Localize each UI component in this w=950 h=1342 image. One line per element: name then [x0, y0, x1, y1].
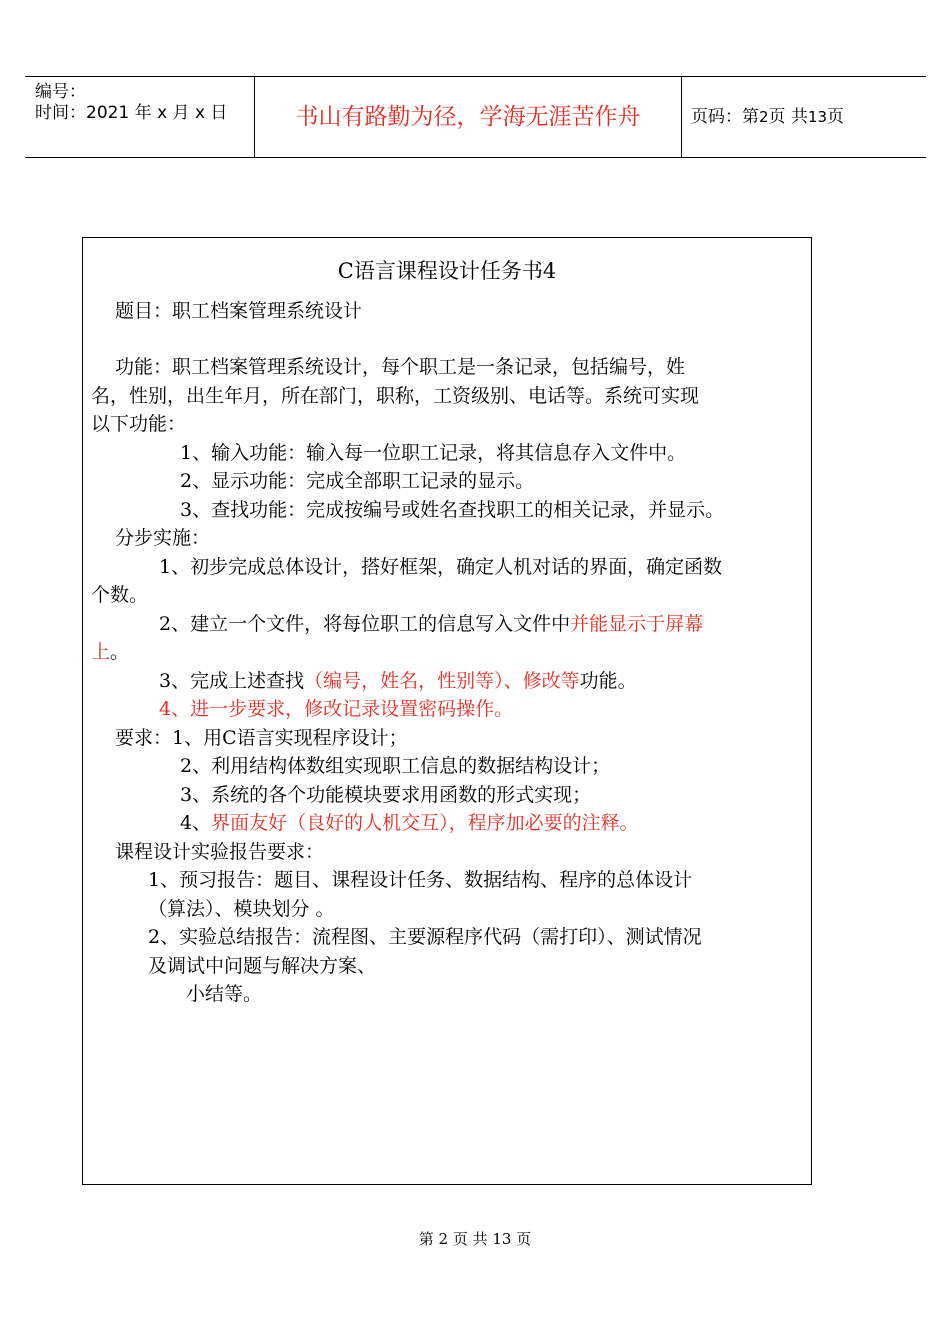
report-heading: 课程设计实验报告要求： [115, 841, 325, 863]
report-line: 1、预习报告：题目、课程设计任务、数据结构、程序的总体设计 [148, 869, 693, 891]
requirement-item-4 [180, 809, 639, 837]
page-mid: 页 共 [768, 107, 808, 127]
page-number: 2 [759, 108, 769, 126]
step-4-line: 4、进一步要求，修改记录设置密码操作。 [159, 698, 514, 720]
step-2-line [159, 610, 703, 638]
step-2-emphasis-end: 上 [91, 641, 111, 663]
step-line: 1、初步完成总体设计，搭好框架，确定人机对话的界面，确定函数 [159, 556, 723, 578]
function-item: 3、查找功能：完成按编号或姓名查找职工的相关记录，并显示。 [180, 499, 725, 521]
report-line: 小结等。 [186, 983, 263, 1005]
function-intro-line: 功能：职工档案管理系统设计，每个职工是一条记录，包括编号，姓 [115, 356, 686, 378]
motto: 书山有路勤为径，学海无涯苦作舟 [295, 104, 641, 130]
time-label: 时间：2021 年 x 月 x 日 [35, 103, 228, 123]
page-indicator [691, 106, 844, 128]
function-intro-line: 以下功能： [91, 413, 187, 435]
requirements-heading: 要求：1、用C语言实现程序设计； [115, 727, 408, 749]
step-2-continuation [91, 638, 129, 666]
document-title: C语言课程设计任务书4 [337, 259, 557, 283]
step-3-line [159, 667, 637, 695]
page-footer: 第 2 页 共 13 页 [418, 1230, 532, 1248]
page-header [25, 76, 926, 158]
step-2-text: 2、建立一个文件，将每位职工的信息写入文件中 [159, 613, 571, 635]
page-suffix: 页 [827, 107, 845, 127]
requirement-item: 2、利用结构体数组实现职工信息的数据结构设计； [180, 755, 611, 777]
report-line: （算法）、模块划分 。 [148, 898, 335, 920]
function-intro-line: 名，性别，出生年月，所在部门，职称，工资级别、电话等。系统可实现 [91, 385, 700, 407]
report-line: 及调试中问题与解决方案、 [148, 955, 377, 977]
header-page-cell [681, 77, 926, 157]
step-3-emphasis: （编号，姓名，性别等）、修改等 [304, 670, 580, 692]
requirement-item: 3、系统的各个功能模块要求用函数的形式实现； [180, 784, 592, 806]
step-3-text: 3、完成上述查找 [159, 670, 305, 692]
step-3-end: 功能。 [579, 670, 637, 692]
report-line: 2、实验总结报告：流程图、主要源程序代码（需打印）、测试情况 [148, 926, 702, 948]
steps-heading: 分步实施： [115, 527, 211, 549]
step-2-emphasis: 并能显示于屏幕 [570, 613, 704, 635]
requirement-4-number: 4、 [180, 812, 212, 834]
page-total: 13 [807, 108, 828, 126]
header-motto-cell [254, 77, 682, 157]
page-prefix: 页码：第 [691, 107, 759, 127]
serial-number-label: 编号： [35, 82, 86, 102]
function-item: 1、输入功能：输入每一位职工记录，将其信息存入文件中。 [180, 442, 687, 464]
task-document-box [82, 237, 812, 1185]
step-line: 个数。 [91, 584, 149, 606]
requirement-4-emphasis: 界面友好（良好的人机交互），程序加必要的注释。 [211, 812, 639, 834]
function-item: 2、显示功能：完成全部职工记录的显示。 [180, 470, 535, 492]
step-2-period: 。 [110, 641, 130, 663]
topic-line: 题目：职工档案管理系统设计 [115, 300, 363, 322]
header-info-cell [25, 77, 254, 157]
